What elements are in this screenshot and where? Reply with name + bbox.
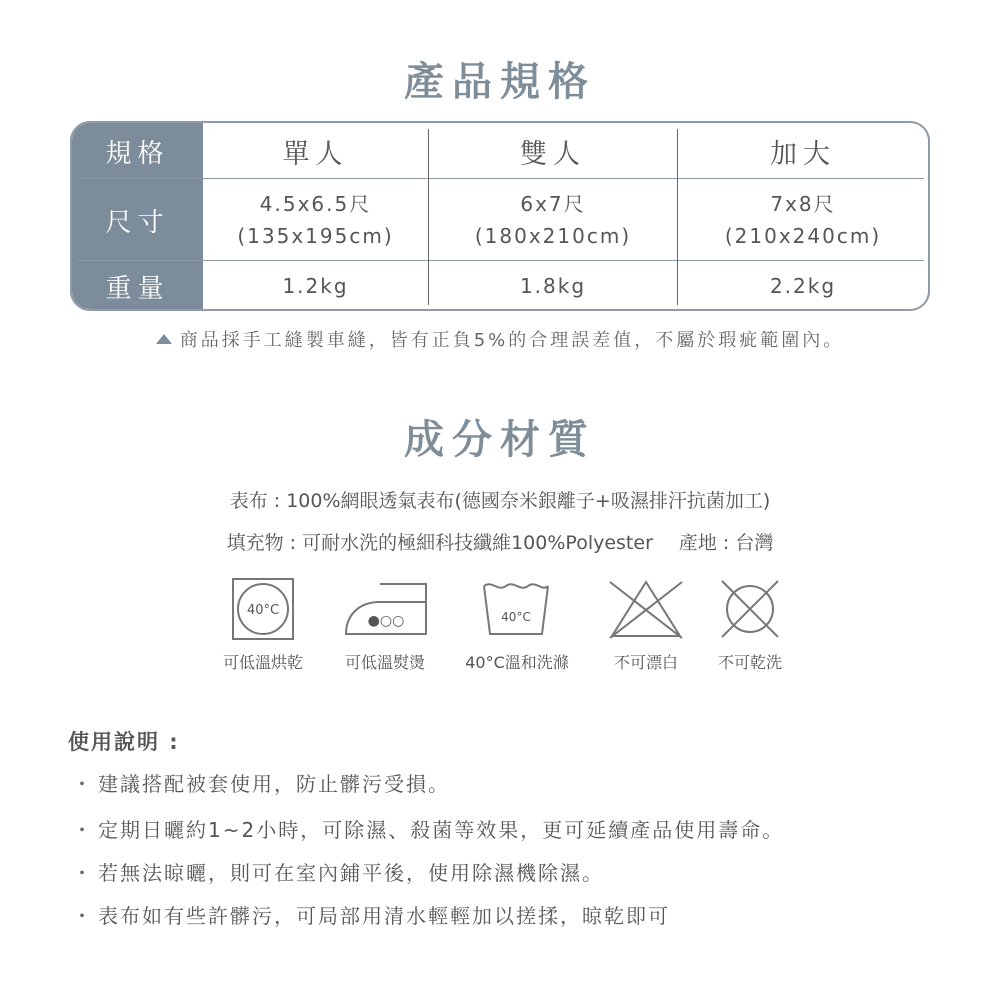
size-feet: 7x8尺 [770,192,836,216]
usage-item [72,857,604,886]
iron-low-temp-icon [340,576,430,642]
usage-title: 使用說明 : [68,730,180,754]
iron-dots: ●○○ [367,613,405,629]
triangle-up-icon [156,334,172,344]
tolerance-note [0,326,1000,352]
material-section-title: 成分材質 [404,417,596,463]
size-cell-single [203,179,428,261]
bullet: ・ [72,818,94,842]
usage-item [72,768,450,797]
bullet: ・ [72,904,94,928]
usage-item-text: 若無法晾曬，則可在室內鋪平後，使用除濕機除濕。 [98,861,604,885]
col-header-double: 雙人 [520,138,586,170]
spec-table [70,121,930,311]
size-cm: (210x240cm) [724,224,882,248]
tumble-dry-temp: 40°C [246,603,280,618]
bullet: ・ [72,772,94,796]
fabric-line: 表布 : 100%網眼透氣表布(德國奈米銀離子+吸濕排汗抗菌加工) [229,490,771,512]
bullet: ・ [72,861,94,885]
size-cm: (180x210cm) [474,224,632,248]
weight-cell-double: 1.8kg [519,274,587,298]
row-header-weight: 重量 [105,273,170,304]
filling-text: 填充物 : 可耐水洗的極細科技纖維100%Polyester [226,532,653,554]
weight-cell-single: 1.2kg [282,274,349,298]
size-cell-king [678,179,928,261]
size-feet: 4.5x6.5尺 [259,192,372,216]
usage-item-text: 定期日曬約1~2小時，可除濕、殺菌等效果，更可延續產品使用壽命。 [98,818,785,842]
spec-section-title: 產品規格 [404,59,596,105]
usage-item-text: 表布如有些許髒污，可局部用清水輕輕加以搓揉，晾乾即可 [98,904,670,928]
usage-item [72,814,784,843]
care-label-no-dry: 不可乾洗 [717,653,782,672]
row-header-size: 尺寸 [105,207,170,238]
size-cell-double [429,179,677,261]
origin-text: 產地 : 台灣 [678,532,774,554]
care-label-wash: 40°C溫和洗滌 [465,653,569,672]
care-label-iron: 可低溫熨燙 [344,653,425,672]
no-bleach-icon [604,576,688,642]
size-cm: (135x195cm) [237,224,394,248]
usage-item [72,900,670,929]
tumble-dry-40c-icon [230,576,296,642]
usage-item-text: 建議搭配被套使用，防止髒污受損。 [98,772,450,796]
wash-40c-icon [480,576,552,642]
care-label-tumble-dry: 可低溫烘乾 [222,653,303,672]
row-header-spec: 規格 [105,138,170,169]
weight-cell-king: 2.2kg [769,274,837,298]
wash-temp: 40°C [501,610,531,624]
col-header-single: 單人 [282,138,349,170]
filling-line [0,528,1000,555]
care-label-no-bleach: 不可漂白 [613,653,678,672]
tolerance-note-text: 商品採手工縫製車縫，皆有正負5%的合理誤差值，不屬於瑕疵範圍內。 [179,330,845,351]
size-feet: 6x7尺 [520,192,586,216]
no-tumble-dry-icon [716,576,784,642]
col-header-king: 加大 [770,138,836,170]
